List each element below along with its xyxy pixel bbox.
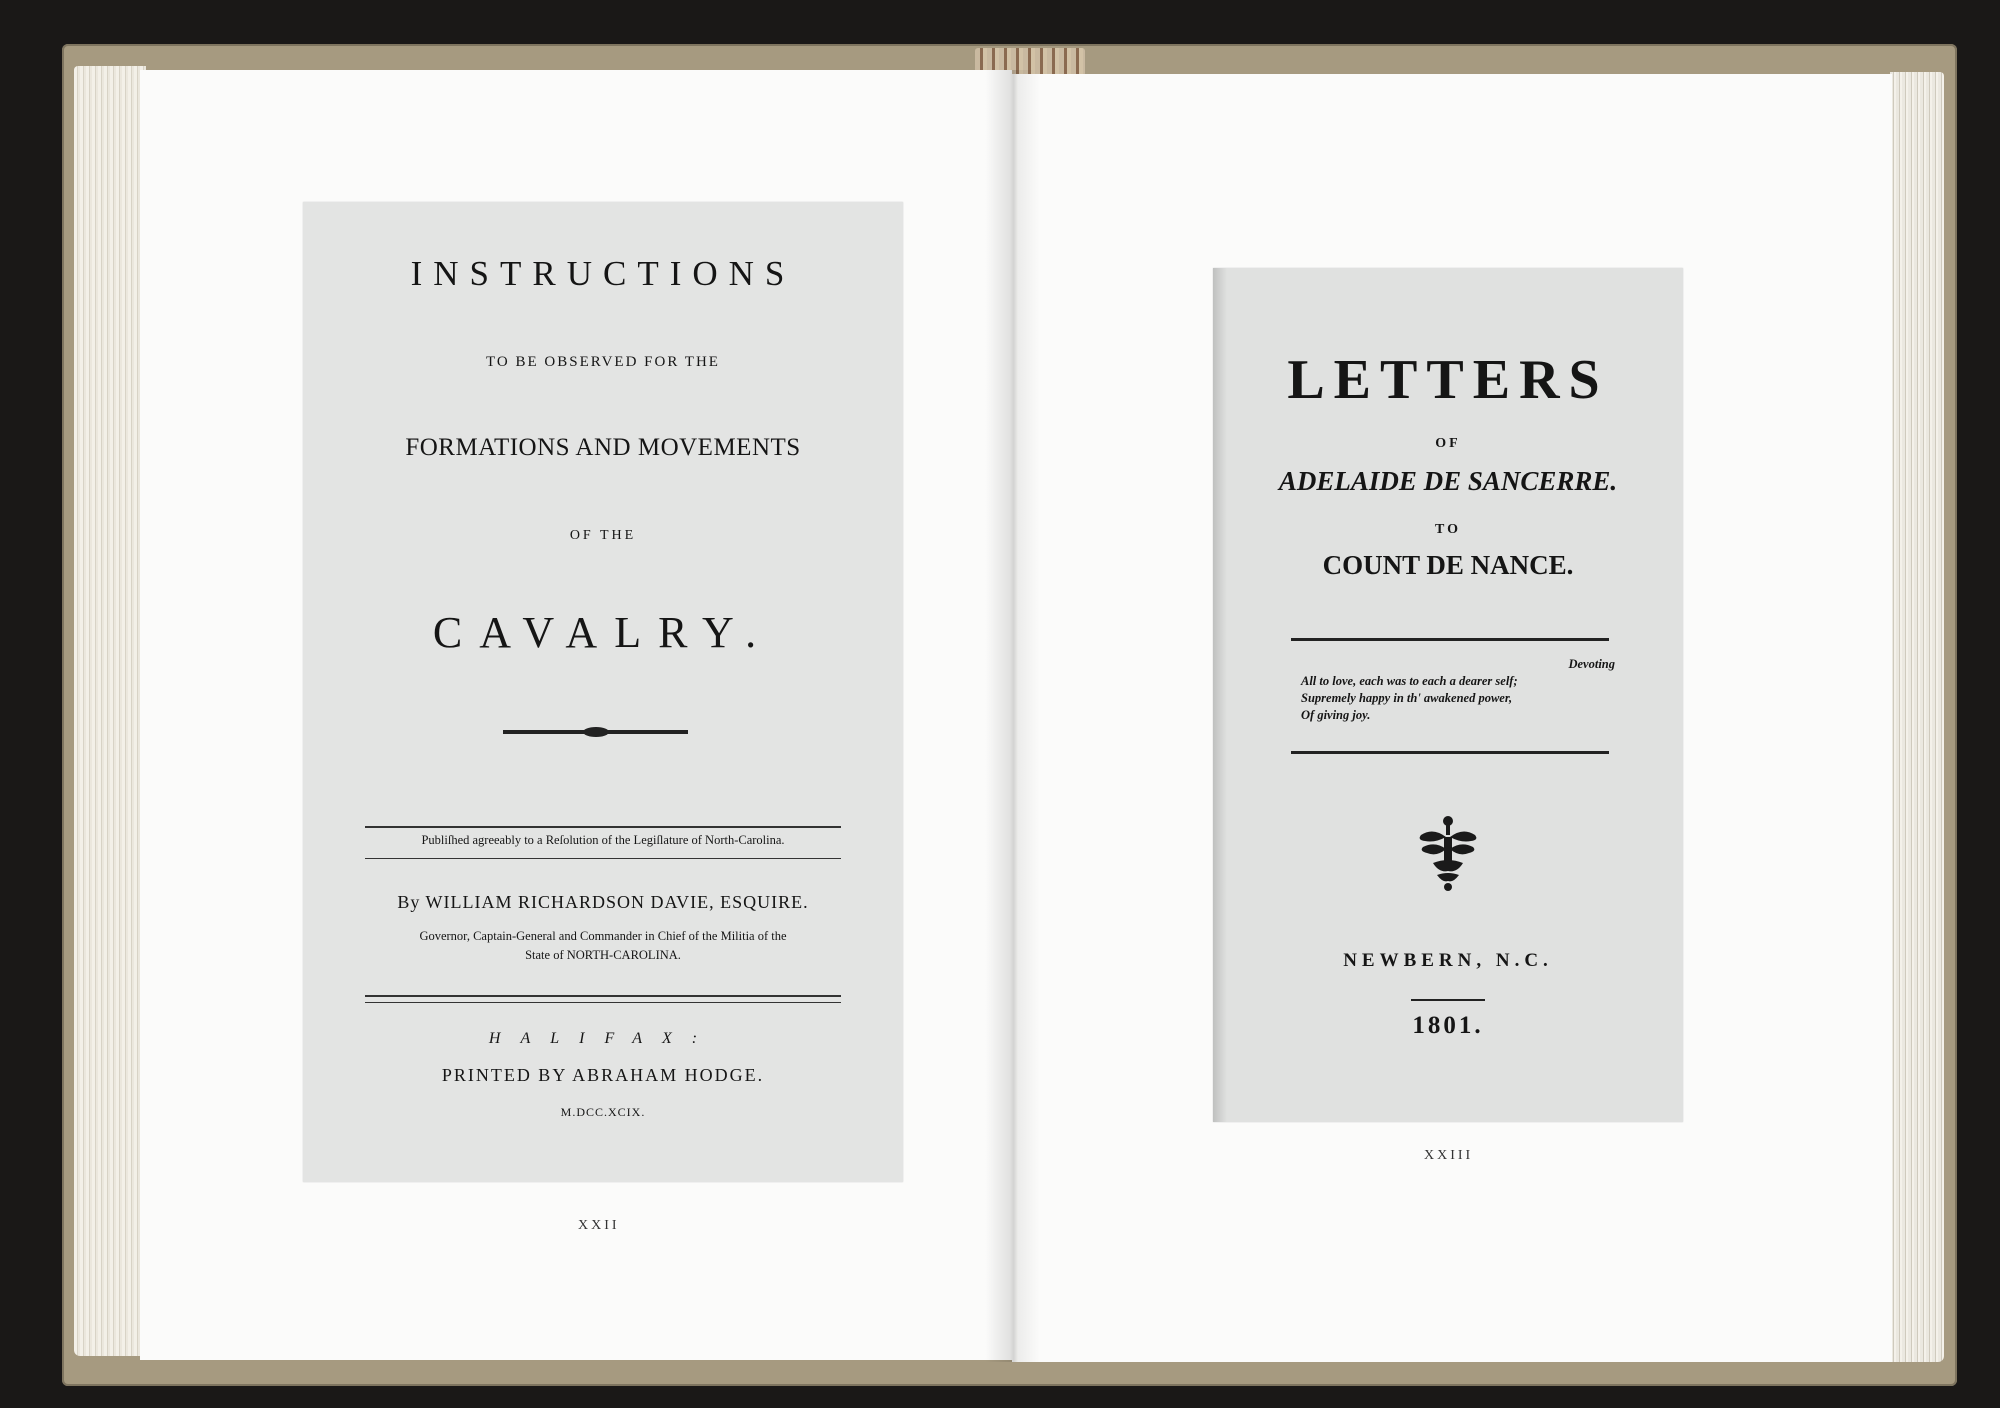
plate-subtitle-line: TO BE OBSERVED FOR THE (486, 354, 720, 370)
plate-subtitle-line: OF (1435, 436, 1461, 451)
author-line: By WILLIAM RICHARDSON DAVIE, ESQUIRE. (397, 892, 809, 912)
plate-title: INSTRUCTIONS (410, 254, 796, 293)
left-title-page-plate (303, 202, 903, 1182)
epigraph-line: Of giving joy. (1301, 708, 1371, 722)
imprint-printer: PRINTED BY ABRAHAM HODGE. (441, 1065, 765, 1085)
plate-title: LETTERS (1287, 349, 1609, 411)
rule (365, 858, 841, 859)
rule (1291, 638, 1609, 641)
plate-subtitle-line: TO (1435, 522, 1461, 537)
right-title-page-plate (1213, 268, 1683, 1122)
imprint-place: NEWBERN, N.C. (1343, 950, 1553, 971)
plate-author-name: ADELAIDE DE SANCERRE. (1278, 466, 1618, 496)
ornament-rule (503, 730, 688, 734)
plate-subtitle-line: FORMATIONS AND MOVEMENTS (405, 434, 801, 461)
page-number: XXIII (1424, 1148, 1474, 1163)
imprint-place: HALIFAX: (488, 1030, 718, 1047)
rule (1291, 751, 1609, 754)
right-page-edges (1890, 72, 1944, 1362)
epigraph (1301, 656, 1615, 724)
plate-subject: CAVALRY. (432, 608, 774, 657)
imprint-date: M.DCC.XCIX. (560, 1105, 646, 1119)
double-rule (365, 826, 841, 828)
fleuron-ornament-icon (1413, 813, 1483, 893)
double-rule (365, 995, 841, 997)
author-title-line: State of NORTH-CAROLINA. (525, 948, 681, 962)
book-gutter (985, 70, 1040, 1362)
rule (365, 1002, 841, 1003)
rule (1411, 999, 1485, 1001)
plate-subtitle-line: OF THE (569, 528, 637, 543)
plate-recipient: COUNT DE NANCE. (1322, 550, 1574, 580)
page-number: XXII (578, 1218, 620, 1233)
epigraph-line: Devoting (1568, 657, 1615, 671)
author-title-line: Governor, Captain-General and Commander in Chief of the Militia of the (419, 929, 787, 943)
publication-note: Publiſhed agreeably to a Reſolution of the Legiſlature of North-Carolina. (421, 833, 785, 847)
epigraph-line: All to love, each was to each a dearer self; (1301, 674, 1518, 688)
imprint-year: 1801. (1412, 1012, 1484, 1039)
left-page-edges (74, 66, 146, 1356)
epigraph-line: Supremely happy in th' awakened power, (1301, 691, 1513, 705)
